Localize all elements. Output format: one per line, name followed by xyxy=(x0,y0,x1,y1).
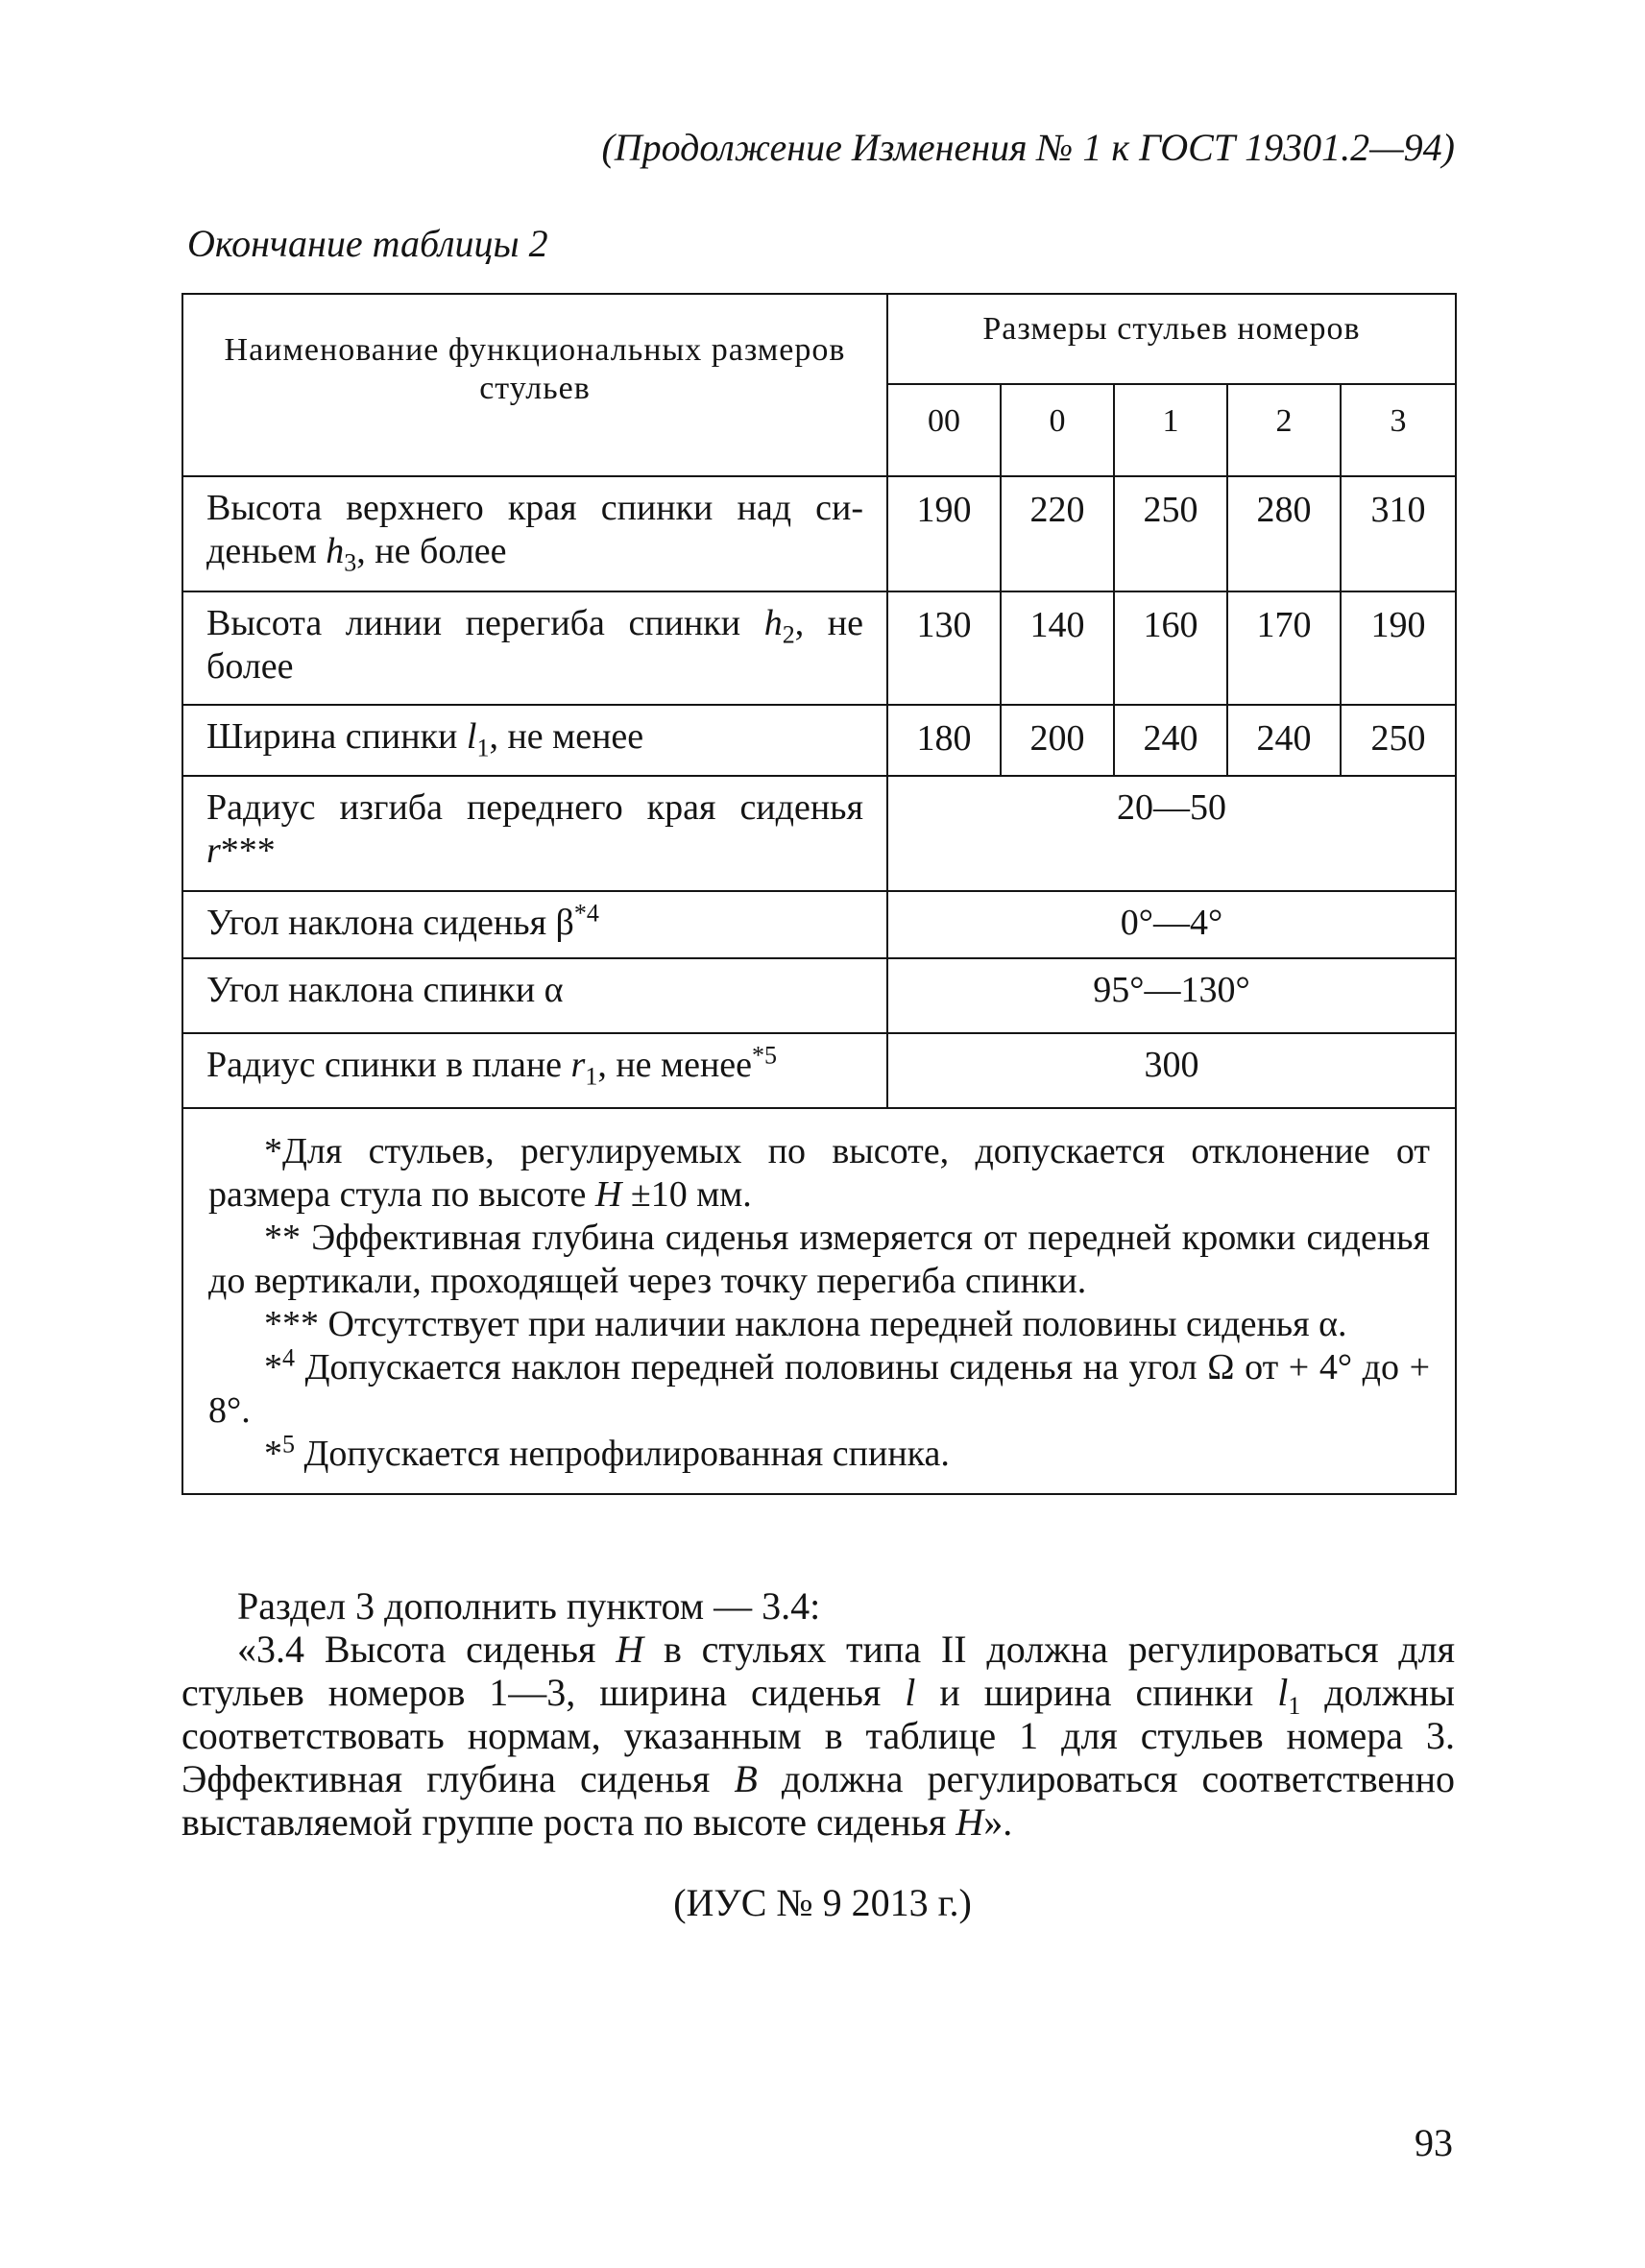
table-row xyxy=(182,1033,1456,1108)
footnote: *$^5$ Допускается непрофилированная спинка. xyxy=(264,1430,950,1474)
footnote: *Для стульев, регулируемых по высоте, допускается отклонение от размера стула по высоте H ±10 мм. xyxy=(208,1131,1430,1215)
amendment-intro: Раздел 3 дополнить пунктом — 3.4: xyxy=(237,1584,821,1628)
row-label: Радиус изгиба переднего края сиденья r*** xyxy=(182,776,887,891)
value-cell: 240 xyxy=(1114,705,1227,776)
value-cell: 220 xyxy=(1001,476,1114,591)
footnotes-row xyxy=(182,1108,1456,1494)
value-cell: 240 xyxy=(1227,705,1341,776)
table-row xyxy=(182,958,1456,1033)
column-header-chair-sizes: Размеры стульев номеров xyxy=(887,294,1456,384)
merged-value-cell: 300 xyxy=(887,1033,1456,1108)
merged-value-cell: 0°—4° xyxy=(887,891,1456,958)
value-cell: 140 xyxy=(1001,591,1114,705)
value-cell: 280 xyxy=(1227,476,1341,591)
value-cell: 130 xyxy=(887,591,1001,705)
table-caption: Окончание таблицы 2 xyxy=(187,222,548,265)
footnote: *** Отсутствует при наличии наклона передней половины сиденья α. xyxy=(264,1304,1347,1344)
amendment-text xyxy=(181,1584,1455,1844)
chair-number-cell: 2 xyxy=(1227,384,1341,476)
value-cell: 200 xyxy=(1001,705,1114,776)
merged-value-cell: 95°—130° xyxy=(887,958,1456,1033)
chair-number-cell: 1 xyxy=(1114,384,1227,476)
footnote: *$^4$ Допускается наклон передней половины сиденья на угол Ω от + 4° до + 8°. xyxy=(208,1343,1430,1431)
value-cell: 250 xyxy=(1341,705,1456,776)
row-label: Ширина спинки $l_1$, не менее xyxy=(182,705,887,776)
chair-number-cell: 00 xyxy=(887,384,1001,476)
row-label: Высота верхнего края спинки над си-деньем $h_3$, не более xyxy=(182,476,887,591)
merged-value-cell: 20—50 xyxy=(887,776,1456,891)
value-cell: 190 xyxy=(887,476,1001,591)
table-row xyxy=(182,705,1456,776)
table-row xyxy=(182,776,1456,891)
value-cell: 180 xyxy=(887,705,1001,776)
footnote: ** Эффективная глубина сиденья измеряется от передней кромки сиденья до вертикали, проходящей через точку перегиба спинки. xyxy=(208,1218,1430,1301)
row-label: Угол наклона спинки α xyxy=(182,958,887,1033)
amendment-paragraph: «3.4 Высота сиденья H в стульях типа II должна регулироваться для стульев номеров 1—3, ширина сиденья l и ширина спинки $l_1$ должны соответствовать нормам, указанным в таблице 1 для стульев номера 3. Эффективная глубина сиденья B должна регулироваться соответственно выставляемой группе роста по высоте сиденья H». xyxy=(181,1628,1456,1844)
value-cell: 170 xyxy=(1227,591,1341,705)
page-number: 93 xyxy=(1415,2121,1453,2164)
running-head: (Продолжение Изменения № 1 к ГОСТ 19301.2—94) xyxy=(601,126,1455,169)
value-cell: 310 xyxy=(1341,476,1456,591)
table-row xyxy=(182,891,1456,958)
chair-number-cell: 3 xyxy=(1341,384,1456,476)
row-label: Радиус спинки в плане $r_1$, не менее$^{*5}$ xyxy=(182,1033,887,1108)
column-header-name: Наименование функциональных размеров стульев xyxy=(182,294,887,476)
value-cell: 160 xyxy=(1114,591,1227,705)
value-cell: 190 xyxy=(1341,591,1456,705)
value-cell: 250 xyxy=(1114,476,1227,591)
row-label: Высота линии перегиба спинки $h_2$, не более xyxy=(182,591,887,705)
source-citation: (ИУС № 9 2013 г.) xyxy=(673,1881,972,1924)
chair-number-cell: 0 xyxy=(1001,384,1114,476)
row-label: Угол наклона сиденья $\beta^{*4}$ xyxy=(182,891,887,958)
footnotes-cell xyxy=(182,1108,1456,1494)
table-row xyxy=(182,476,1456,591)
dimensions-table xyxy=(181,293,1457,1495)
table-row xyxy=(182,591,1456,705)
table-header-row xyxy=(182,294,1456,384)
